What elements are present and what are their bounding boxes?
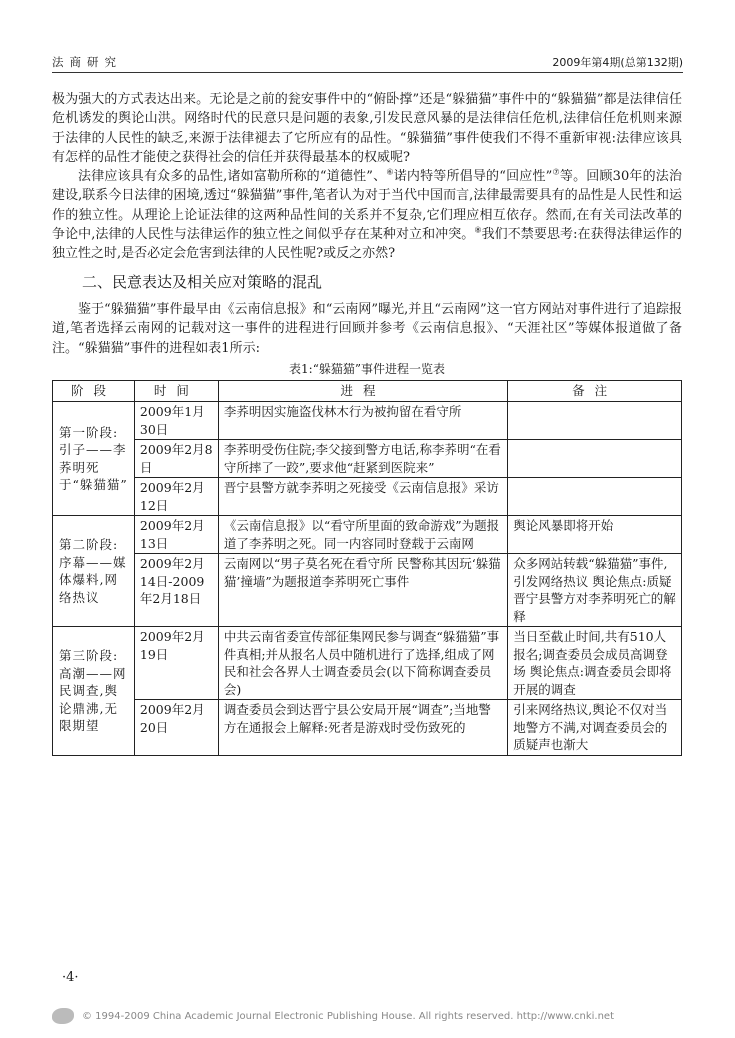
running-header — [52, 50, 683, 73]
table-caption: 表1:“躲猫猫”事件进程一览表 — [289, 361, 445, 376]
paragraph: 鉴于“躲猫猫”事件最早由《云南信息报》和“云南网”曝光,并且“云南网”这一官方网站对事件进行了追踪报道,笔者选择云南网的记载对这一事件的进程进行回顾并参考《云南信息报》、“天涯社区”等媒体报道做了备注。“躲猫猫”事件的进程如表1所示: — [52, 301, 682, 356]
table-row — [53, 700, 682, 756]
paragraph: 法律应该具有众多的品性,诸如富勒所称的“道德性”、⑥诺内特等所倡导的“回应性”⑦等。回顾30年的法治建设,联系今日法律的困境,透过“躲猫猫”事件,笔者认为对于当代中国而言,法律最需要具有的品性是人民性和运作的独立性。从理论上论证法律的这两种品性间的关系并不复杂,它们理应相互依存。然而,在有关司法改革的争论中,法律的人民性与法律运作的独立性之间似乎存在某种对立和冲突。⑧我们不禁要思考:在获得法律运作的独立性之时,是否必定会危害到法律的人民性呢?或反之亦然? — [52, 167, 682, 262]
table-row — [53, 554, 682, 627]
copyright-text: © 1994-2009 China Academic Journal Electronic Publishing House. All rights reserved. http://www.cnki.net — [82, 1011, 614, 1022]
table-row — [53, 627, 682, 700]
paragraph: 极为强大的方式表达出来。无论是之前的瓮安事件中的“俯卧撑”还是“躲猫猫”事件中的“躲猫猫”都是法律信任危机诱发的舆论山洪。网络时代的民意只是问题的表象,引发民意风暴的是法律信任危机,法律信任危机则来源于法律的人民性的缺乏,来源于法律褪去了它所应有的品性。“躲猫猫”事件使我们不得不重新审视:法律应该具有怎样的品性才能使之获得社会的信任并获得最基本的权威呢? — [52, 92, 682, 165]
time-cell: 2009年2月20日 — [134, 700, 218, 756]
progress-cell: 云南网以“男子莫名死在看守所 民警称其因玩‘躲猫猫’撞墙”为题报道李荞明死亡事件 — [218, 554, 507, 627]
note-cell — [508, 478, 682, 516]
page-number: ·4· — [62, 970, 79, 985]
progress-cell: 中共云南省委宣传部征集网民参与调查“躲猫猫”事件真相;并从报名人员中随机进行了选择,组成了网民和社会各界人士调查委员会(以下简称调查委员会) — [218, 627, 507, 700]
progress-cell: 李荞明受伤住院;李父接到警方电话,称李荞明“在看守所摔了一跤”,要求他“赶紧到医院来” — [218, 440, 507, 478]
column-header: 阶段 — [53, 381, 135, 402]
copyright-footer — [52, 1008, 614, 1024]
note-cell: 舆论风暴即将开始 — [508, 516, 682, 554]
time-cell: 2009年2月19日 — [134, 627, 218, 700]
time-cell: 2009年2月14日-2009年2月18日 — [134, 554, 218, 627]
note-cell — [508, 402, 682, 440]
table-header-row — [53, 381, 682, 402]
footnote-ref[interactable]: ⑦ — [552, 167, 560, 177]
table-row — [53, 516, 682, 554]
time-cell: 2009年2月13日 — [134, 516, 218, 554]
column-header: 时间 — [134, 381, 218, 402]
progress-cell: 调查委员会到达晋宁县公安局开展“调查”;当地警方在通报会上解释:死者是游戏时受伤致死的 — [218, 700, 507, 756]
note-cell — [508, 440, 682, 478]
time-cell: 2009年2月8日 — [134, 440, 218, 478]
table-row — [53, 402, 682, 440]
stage-cell: 第三阶段:高潮——网民调查,舆论鼎沸,无限期望 — [53, 627, 135, 756]
issue-info: 2009年第4期(总第132期) — [552, 56, 683, 69]
article-body — [52, 90, 682, 756]
footnote-ref[interactable]: ⑧ — [474, 225, 482, 235]
note-cell: 当日至截止时间,共有510人报名;调查委员会成员高调登场 舆论焦点:调查委员会即将开展的调查 — [508, 627, 682, 700]
time-cell: 2009年2月12日 — [134, 478, 218, 516]
table-row — [53, 440, 682, 478]
note-cell: 众多网站转载“躲猫猫”事件,引发网络热议 舆论焦点:质疑晋宁县警方对李荞明死亡的解释 — [508, 554, 682, 627]
stage-cell: 第一阶段:引子——李荞明死于“躲猫猫” — [53, 402, 135, 516]
footnote-ref[interactable]: ⑥ — [386, 167, 394, 177]
event-timeline-table — [52, 380, 682, 756]
column-header: 备注 — [508, 381, 682, 402]
note-cell: 引来网络热议,舆论不仅对当地警方不满,对调查委员会的质疑声也渐大 — [508, 700, 682, 756]
section-title: 二、民意表达及相关应对策略的混乱 — [82, 272, 323, 291]
stage-cell: 第二阶段:序幕——媒体爆料,网络热议 — [53, 516, 135, 627]
cnki-logo-icon — [52, 1008, 74, 1024]
column-header: 进程 — [218, 381, 507, 402]
table-row — [53, 478, 682, 516]
progress-cell: 李荞明因实施盗伐林木行为被拘留在看守所 — [218, 402, 507, 440]
time-cell: 2009年1月30日 — [134, 402, 218, 440]
progress-cell: 《云南信息报》以“看守所里面的致命游戏”为题报道了李荞明之死。同一内容同时登载于云南网 — [218, 516, 507, 554]
journal-name: 法商研究 — [52, 55, 122, 69]
progress-cell: 晋宁县警方就李荞明之死接受《云南信息报》采访 — [218, 478, 507, 516]
